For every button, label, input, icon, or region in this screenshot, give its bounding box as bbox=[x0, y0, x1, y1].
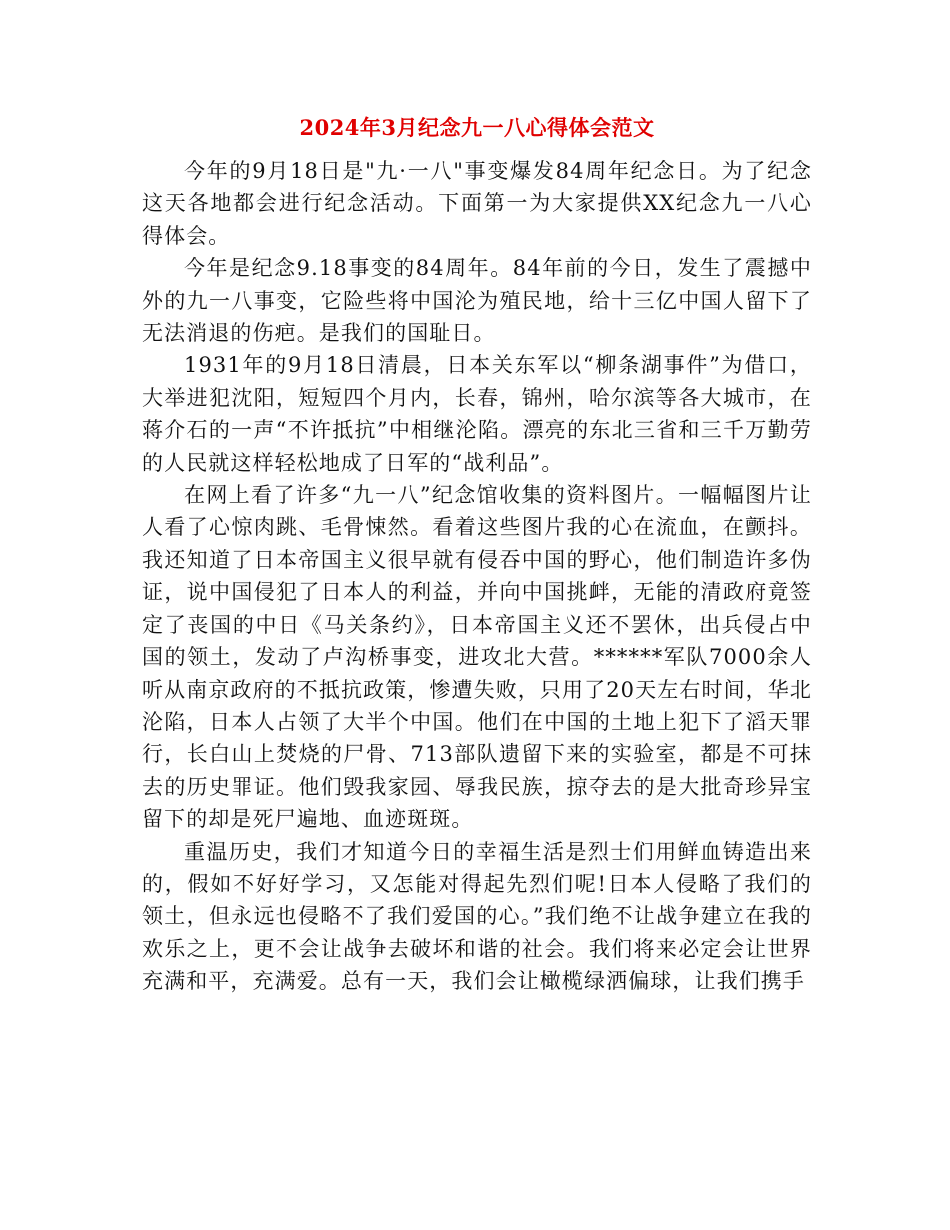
document-page bbox=[142, 112, 812, 998]
paragraph-3: 1931年的9月18日清晨，日本关东军以“柳条湖事件”为借口，大举进犯沈阳，短短四个月内，长春，锦州，哈尔滨等各大城市，在蒋介石的一声“不许抵抗”中相继沦陷。漂亮的东北三省和三千万勤劳的人民就这样轻松地成了日军的“战利品”。 bbox=[142, 353, 812, 475]
document-title: 2024年3月纪念九一八心得体会范文 bbox=[299, 115, 655, 140]
paragraph-5: 重温历史，我们才知道今日的幸福生活是烈士们用鲜血铸造出来的，假如不好好学习，又怎能对得起先烈们呢!日本人侵略了我们的领土，但永远也侵略不了我们爱国的心。”我们绝不让战争建立在我的欢乐之上，更不会让战争去破坏和谐的社会。我们将来必定会让世界充满和平，充满爱。总有一天，我们会让橄榄绿洒偏球，让我们携手 bbox=[142, 839, 812, 994]
paragraph-2: 今年是纪念9.18事变的84周年。84年前的今日，发生了震撼中外的九一八事变，它险些将中国沦为殖民地，给十三亿中国人留下了无法消退的伤疤。是我们的国耻日。 bbox=[142, 256, 812, 346]
paragraph-1: 今年的9月18日是"九·一八"事变爆发84周年纪念日。为了纪念这天各地都会进行纪念活动。下面第一为大家提供XX纪念九一八心得体会。 bbox=[142, 159, 812, 248]
paragraph-4: 在网上看了许多“九一八”纪念馆收集的资料图片。一幅幅图片让人看了心惊肉跳、毛骨悚然。看着这些图片我的心在流血，在颤抖。我还知道了日本帝国主义很早就有侵吞中国的野心，他们制造许多伪证，说中国侵犯了日本人的利益，并向中国挑衅，无能的清政府竟签定了丧国的中日《马关条约》，日本帝国主义还不罢休，出兵侵占中国的领土，发动了卢沟桥事变，进攻北大营。******军队7000余人听从南京政府的不抵抗政策，惨遭失败，只用了20天左右时间，华北沦陷，日本人占领了大半个中国。他们在中国的土地上犯下了滔天罪行，长白山上焚烧的尸骨、713部队遗留下来的实验室，都是不可抹去的历史罪证。他们毁我家园、辱我民族，掠夺去的是大批奇珍异宝留下的却是死尸遍地、血迹斑斑。 bbox=[142, 483, 812, 832]
